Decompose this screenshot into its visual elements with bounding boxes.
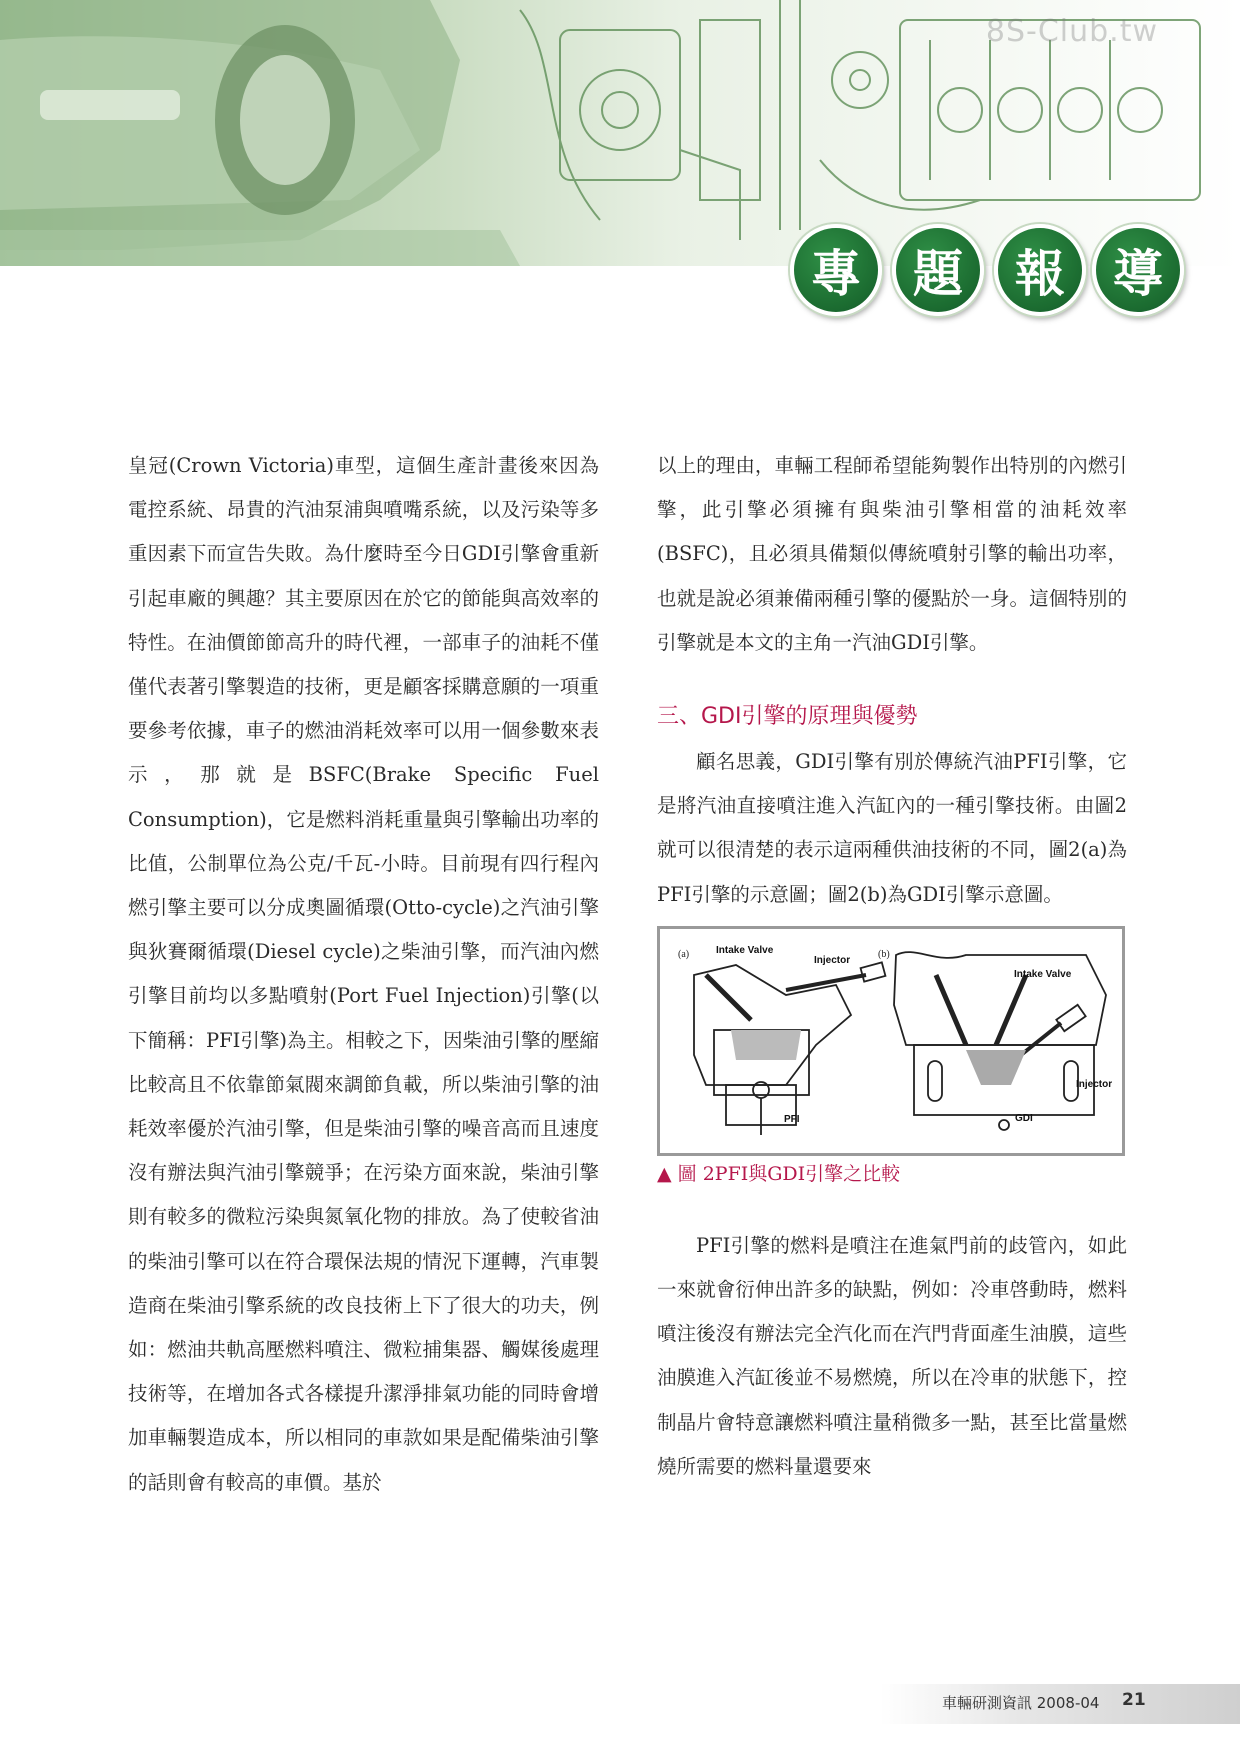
body-paragraph: 皇冠(Crown Victoria)車型，這個生產計畫後來因為電控系統、昂貴的汽油泵浦與噴嘴系統，以及污染等多重因素下而宣告失敗。為什麼時至今日GDI引擎會重新引起車廠的興趣？其主要原因在於它的節能與高效率的特性。在油價節節高升的時代裡，一部車子的油耗不僅僅代表著引擎製造的技術，更是顧客採購意願的一項重要參考依據，車子的燃油消耗效率可以用一個參數來表示，那就是BSFC(Brake Specific Fuel Consumption)，它是燃料消耗重量與引擎輸出功率的比值，公制單位為公克/千瓦-小時。目前現有四行程內燃引擎主要可以分成奧圖循環(Otto-cycle)之汽油引擎與狄賽爾循環(Diesel cycle)之柴油引擎，而汽油內燃引擎目前均以多點噴射(Port Fuel Injection)引擎(以下簡稱：PFI引擎)為主。相較之下，因柴油引擎的壓縮比較高且不依靠節氣閥來調節負載，所以柴油引擎的油耗效率優於汽油引擎，但是柴油引擎的噪音高而且速度沒有辦法與汽油引擎競爭；在污染方面來說，柴油引擎則有較多的微粒污染與氮氧化物的排放。為了使較省油的柴油引擎可以在符合環保法規的情況下運轉，汽車製造商在柴油引擎系統的改良技術上下了很大的功夫，例如：燃油共軌高壓燃料噴注、微粒捕集器、觸媒後處理技術等，在增加各式各樣提升潔淨排氣功能的同時會增加車輛製造成本，所以相同的車款如果是配備柴油引擎的話則會有較高的車價。基於: [128, 454, 599, 1494]
figure-text-injector-b: Injector: [1076, 1078, 1113, 1090]
title-badge-char: 題: [892, 224, 984, 316]
body-paragraph: 顧名思義，GDI引擎有別於傳統汽油PFI引擎，它是將汽油直接噴注進入汽缸內的一種引擎技術。由圖2就可以很清楚的表示這兩種供油技術的不同，圖2(a)為PFI引擎的示意圖；圖2(b)為GDI引擎示意圖。: [657, 750, 1127, 906]
figure-caption: ▲ 圖 2PFI與GDI引擎之比較: [657, 1162, 901, 1185]
figure-label-b: (b): [878, 948, 890, 960]
figure-text-gdi: GDI: [1015, 1112, 1033, 1124]
body-paragraph: PFI引擎的燃料是噴注在進氣門前的歧管內，如此一來就會衍伸出許多的缺點，例如：冷車啓動時，燃料噴注後沒有辦法完全汽化而在汽門背面產生油膜，這些油膜進入汽缸後並不易燃燒，所以在冷車的狀態下，控制晶片會特意讓燃料噴注量稍微多一點，甚至比當量燃燒所需要的燃料量還要來: [657, 1233, 1127, 1478]
section-title-badges: [790, 224, 1190, 312]
watermark: 8S-Club.tw: [985, 14, 1158, 49]
figure-pfi-gdi: [657, 926, 1125, 1156]
figure-label-a: (a): [678, 948, 690, 960]
engine-diagram: [666, 935, 1116, 1147]
title-badge-char: 報: [994, 224, 1086, 316]
section-heading: 三、GDI引擎的原理與優勢: [657, 704, 918, 730]
figure-text-pfi: PFI: [784, 1113, 800, 1125]
left-column: [128, 444, 599, 1505]
figure-text-intake-valve-b: Intake Valve: [1014, 968, 1072, 980]
publication-name: 車輛研測資訊 2008-04: [942, 1694, 1100, 1712]
page-footer: [880, 1684, 1240, 1724]
title-badge-char: 導: [1092, 224, 1184, 316]
figure-text-injector-a: Injector: [814, 954, 851, 966]
page-number: 21: [1122, 1690, 1146, 1710]
title-badge-char: 專: [790, 224, 882, 316]
right-column: [657, 444, 1127, 1489]
body-paragraph: 以上的理由，車輛工程師希望能夠製作出特別的內燃引擎，此引擎必須擁有與柴油引擎相當的油耗效率(BSFC)，且必須具備類似傳統噴射引擎的輸出功率，也就是說必須兼備兩種引擎的優點於一身。這個特別的引擎就是本文的主角一汽油GDI引擎。: [657, 454, 1127, 654]
figure-text-intake-valve-a: Intake Valve: [716, 944, 774, 956]
